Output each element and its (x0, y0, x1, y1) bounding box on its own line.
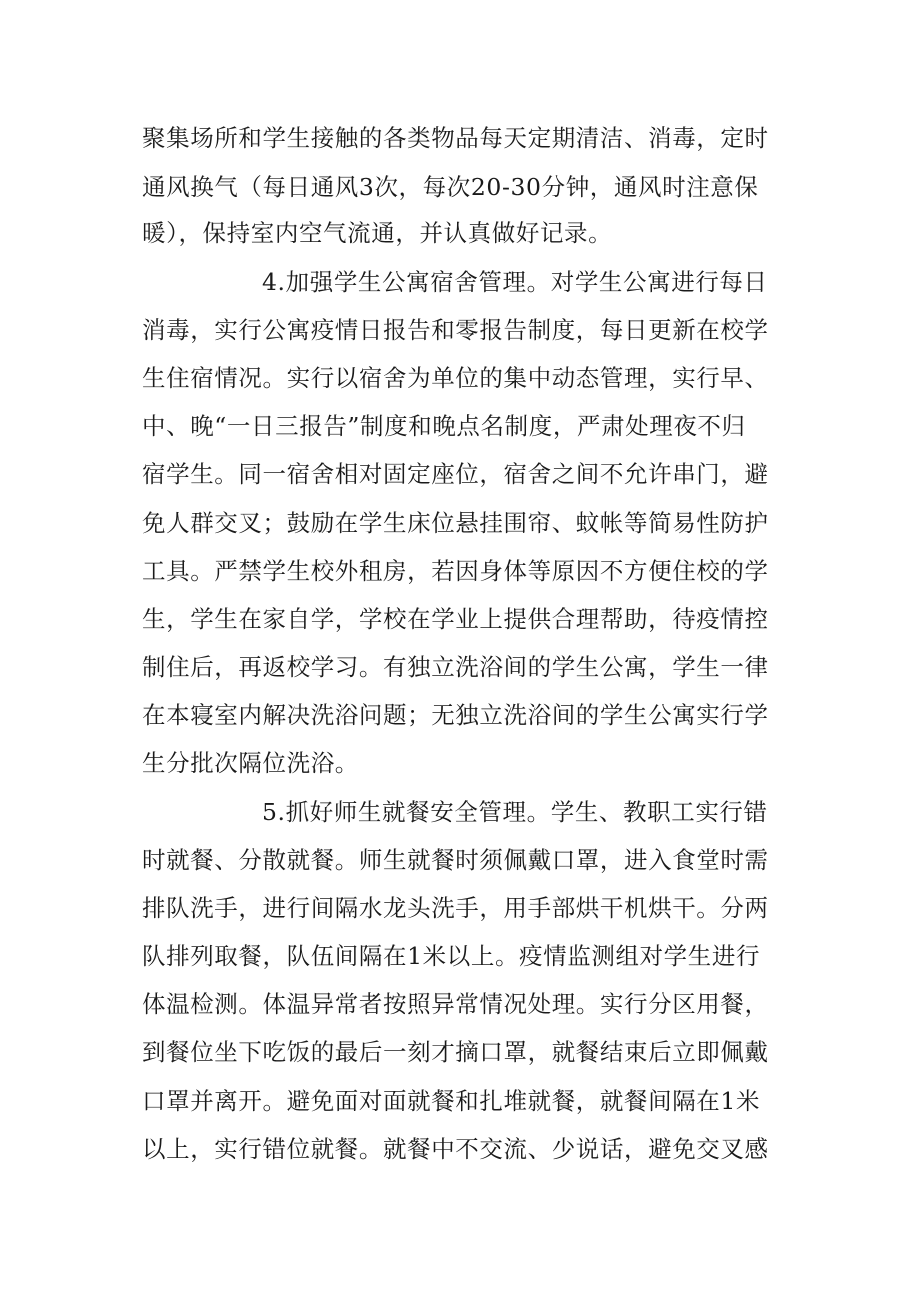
text-line: 队排列取餐，队伍间隔在1米以上。疫情监测组对学生进行 (142, 942, 761, 970)
text-line: 体温检测。体温异常者按照异常情况处理。实行分区用餐， (142, 990, 769, 1018)
text-line: 暖），保持室内空气流通，并认真做好记录。 (142, 219, 613, 247)
text-line: 制住后，再返校学习。有独立洗浴间的学生公寓，学生一律 (142, 653, 769, 681)
text-line: 聚集场所和学生接触的各类物品每天定期清洁、消毒，定时 (142, 124, 769, 152)
text-line: 排队洗手，进行间隔水龙头洗手，用手部烘干机烘干。分两 (142, 894, 769, 922)
text-line: 时就餐、分散就餐。师生就餐时须佩戴口罩，进入食堂时需 (142, 846, 769, 874)
paragraph-start-line: 5.抓好师生就餐安全管理。学生、教职工实行错 (262, 798, 768, 826)
text-line: 口罩并离开。避免面对面就餐和扎堆就餐，就餐间隔在1米 (142, 1087, 761, 1115)
text-line: 以上，实行错位就餐。就餐中不交流、少说话，避免交叉感 (142, 1135, 769, 1163)
text-line: 免人群交叉；鼓励在学生床位悬挂围帘、蚊帐等简易性防护 (142, 509, 769, 537)
text-line: 中、晚“一日三报告”制度和晚点名制度，严肃处理夜不归 (142, 412, 746, 440)
text-line: 通风换气（每日通风3次，每次20-30分钟，通风时注意保 (142, 173, 759, 201)
text-line: 生，学生在家自学，学校在学业上提供合理帮助，待疫情控 (142, 605, 769, 633)
text-line: 消毒，实行公寓疫情日报告和零报告制度，每日更新在校学 (142, 316, 769, 344)
text-line: 宿学生。同一宿舍相对固定座位，宿舍之间不允许串门，避 (142, 460, 769, 488)
text-line: 工具。严禁学生校外租房，若因身体等原因不方便住校的学 (142, 557, 769, 585)
text-line: 在本寝室内解决洗浴问题；无独立洗浴间的学生公寓实行学 (142, 701, 769, 729)
text-line: 生分批次隔位洗浴。 (142, 749, 359, 777)
paragraph-start-line: 4.加强学生公寓宿舍管理。对学生公寓进行每日 (262, 268, 768, 296)
text-line: 生住宿情况。实行以宿舍为单位的集中动态管理，实行早、 (142, 364, 769, 392)
text-line: 到餐位坐下吃饭的最后一刻才摘口罩，就餐结束后立即佩戴 (142, 1038, 769, 1066)
